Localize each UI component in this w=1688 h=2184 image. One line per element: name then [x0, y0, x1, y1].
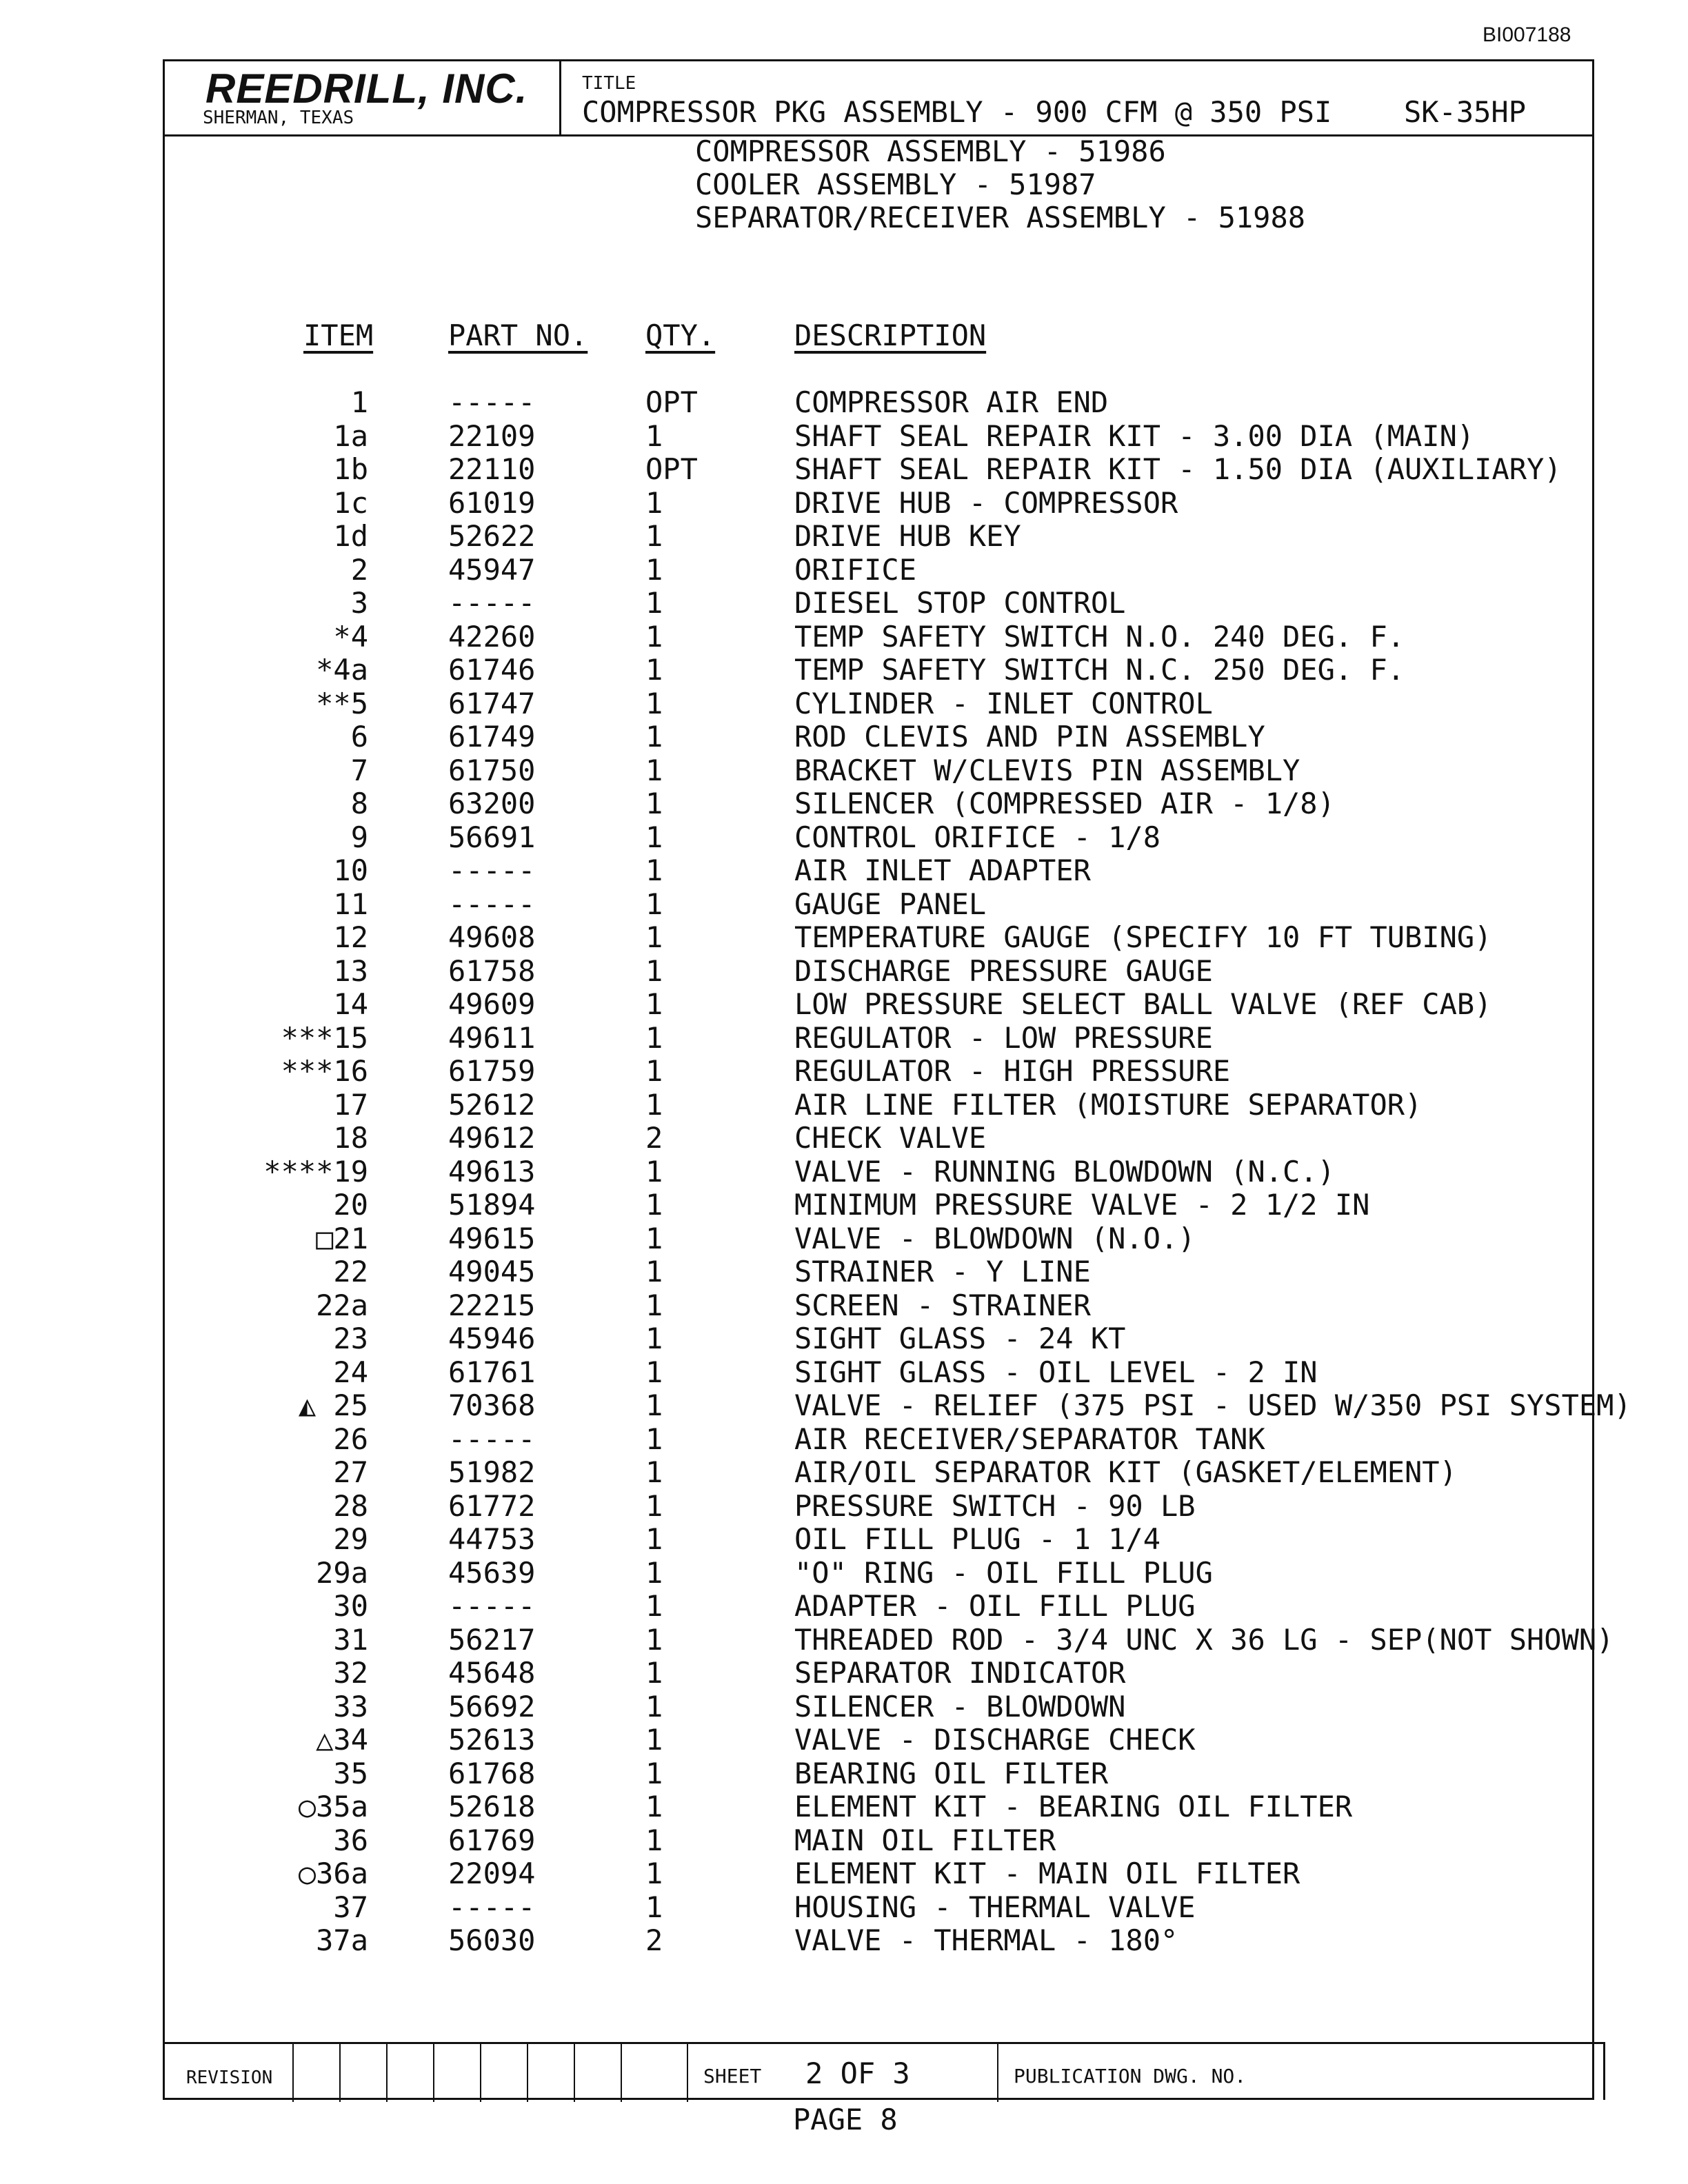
item-number: 28 [333, 1488, 368, 1523]
parts-row [0, 554, 1688, 587]
description: TEMP SAFETY SWITCH N.O. 240 DEG. F. [794, 619, 1405, 654]
parts-row [0, 1657, 1688, 1690]
item-number: 35 [333, 1756, 368, 1790]
item-number: ***15 [281, 1020, 368, 1055]
publication-cell-divider [997, 2044, 998, 2102]
company-location: SHERMAN, TEXAS [203, 108, 354, 128]
quantity: 1 [645, 820, 663, 854]
part-number: 51894 [448, 1188, 536, 1222]
parts-row [0, 1824, 1688, 1858]
parts-row [0, 1423, 1688, 1457]
parts-row [0, 1089, 1688, 1122]
item-number: 23 [333, 1322, 368, 1355]
parts-row [0, 921, 1688, 955]
quantity: 2 [645, 1923, 663, 1957]
description: COMPRESSOR AIR END [794, 385, 1109, 419]
document-id: BI007188 [1483, 23, 1571, 46]
item-number: 29a [316, 1555, 368, 1590]
description: SHAFT SEAL REPAIR KIT - 1.50 DIA (AUXILIARY) [794, 452, 1562, 486]
quantity: 1 [645, 1522, 663, 1556]
part-number: 49615 [448, 1221, 536, 1255]
parts-row [0, 1356, 1688, 1390]
part-number: ----- [448, 887, 536, 921]
quantity: 1 [645, 1756, 663, 1790]
parts-row [0, 787, 1688, 821]
part-number: 45639 [448, 1555, 536, 1590]
part-number: 45648 [448, 1656, 536, 1690]
item-number: 26 [333, 1422, 368, 1456]
parts-row [0, 654, 1688, 687]
part-number: 61747 [448, 686, 536, 720]
parts-row [0, 854, 1688, 888]
quantity: 1 [645, 1054, 663, 1088]
parts-row [0, 1723, 1688, 1757]
parts-row [0, 1924, 1688, 1958]
quantity: 1 [645, 1422, 663, 1456]
item-number: ◭ 25 [298, 1388, 368, 1422]
revision-cell-divider [339, 2044, 341, 2102]
item-number: ○36a [298, 1857, 368, 1890]
quantity: 1 [645, 1188, 663, 1222]
title-label: TITLE [582, 73, 636, 94]
item-number: 31 [333, 1622, 368, 1657]
parts-row [0, 1189, 1688, 1222]
quantity: 1 [645, 920, 663, 954]
quantity: 1 [645, 1388, 663, 1422]
quantity: 1 [645, 1255, 663, 1288]
part-number: ----- [448, 586, 536, 620]
quantity: 1 [645, 1221, 663, 1255]
description: VALVE - BLOWDOWN (N.O.) [794, 1221, 1196, 1255]
quantity: 1 [645, 1656, 663, 1690]
company-block [163, 59, 561, 136]
part-number: 56030 [448, 1923, 536, 1957]
description: "O" RING - OIL FILL PLUG [794, 1555, 1213, 1590]
quantity: 1 [645, 619, 663, 654]
part-number: 52618 [448, 1790, 536, 1823]
parts-row [0, 1289, 1688, 1323]
quantity: 1 [645, 1723, 663, 1757]
description: SILENCER (COMPRESSED AIR - 1/8) [794, 787, 1335, 820]
parts-row [0, 1389, 1688, 1423]
description: AIR RECEIVER/SEPARATOR TANK [794, 1422, 1265, 1456]
description: VALVE - THERMAL - 180° [794, 1923, 1178, 1957]
company-name: REEDRILL, INC. [205, 65, 528, 112]
quantity: 1 [645, 552, 663, 587]
parts-row [0, 1891, 1688, 1925]
parts-row [0, 821, 1688, 855]
parts-row [0, 487, 1688, 520]
parts-row [0, 955, 1688, 989]
description: SHAFT SEAL REPAIR KIT - 3.00 DIA (MAIN) [794, 418, 1475, 453]
part-number: 56217 [448, 1622, 536, 1657]
description: VALVE - RELIEF (375 PSI - USED W/350 PSI SYSTEM) [794, 1388, 1631, 1422]
sheet-number: 2 OF 3 [805, 2056, 910, 2090]
item-number: ****19 [263, 1154, 368, 1189]
description: ELEMENT KIT - MAIN OIL FILTER [794, 1857, 1300, 1890]
title-block [561, 59, 1594, 136]
item-number: 18 [333, 1121, 368, 1155]
description: PRESSURE SWITCH - 90 LB [794, 1488, 1196, 1523]
revision-cell-divider [527, 2044, 528, 2102]
description: ORIFICE [794, 552, 917, 587]
item-number: 14 [333, 987, 368, 1021]
quantity: 1 [645, 1790, 663, 1823]
column-header-item: ITEM [303, 318, 374, 352]
quantity: 1 [645, 1857, 663, 1890]
part-number: 63200 [448, 787, 536, 820]
item-number: 12 [333, 920, 368, 954]
item-number: 3 [350, 586, 368, 620]
description: DRIVE HUB - COMPRESSOR [794, 485, 1178, 520]
drawing-number: SK-35HP [1404, 95, 1527, 129]
part-number: 22094 [448, 1857, 536, 1890]
quantity: 1 [645, 1488, 663, 1523]
description: DISCHARGE PRESSURE GAUGE [794, 953, 1213, 988]
parts-row [0, 1322, 1688, 1356]
parts-list [0, 386, 1688, 1958]
sheet-label: SHEET [703, 2065, 762, 2087]
part-number: 56691 [448, 820, 536, 854]
description: ELEMENT KIT - BEARING OIL FILTER [794, 1790, 1353, 1823]
parts-row [0, 1456, 1688, 1490]
part-number: 61749 [448, 720, 536, 754]
part-number: 61769 [448, 1823, 536, 1857]
item-number: 29 [333, 1522, 368, 1556]
quantity: OPT [645, 385, 698, 419]
item-number: 32 [333, 1656, 368, 1690]
part-number: 56692 [448, 1689, 536, 1723]
description: OIL FILL PLUG - 1 1/4 [794, 1522, 1161, 1556]
quantity: 1 [645, 485, 663, 520]
sheet-cell-divider [687, 2044, 688, 2102]
item-number: 22a [316, 1288, 368, 1322]
item-number: 1d [333, 519, 368, 553]
parts-row [0, 1690, 1688, 1724]
item-number: 17 [333, 1087, 368, 1122]
description: LOW PRESSURE SELECT BALL VALVE (REF CAB) [794, 987, 1492, 1021]
parts-row [0, 1255, 1688, 1289]
quantity: 1 [645, 1823, 663, 1857]
quantity: 1 [645, 753, 663, 787]
quantity: 1 [645, 1288, 663, 1322]
description: CHECK VALVE [794, 1121, 987, 1155]
part-number: 61772 [448, 1488, 536, 1523]
description: SILENCER - BLOWDOWN [794, 1689, 1126, 1723]
description: MAIN OIL FILTER [794, 1823, 1056, 1857]
description: CYLINDER - INLET CONTROL [794, 686, 1213, 720]
quantity: 1 [645, 1890, 663, 1924]
quantity: 1 [645, 1555, 663, 1590]
description: ADAPTER - OIL FILL PLUG [794, 1589, 1196, 1623]
quantity: 1 [645, 887, 663, 921]
quantity: 1 [645, 787, 663, 820]
revision-cell-divider [574, 2044, 575, 2102]
parts-row [0, 1624, 1688, 1657]
revision-cell-divider [386, 2044, 388, 2102]
column-header-description: DESCRIPTION [794, 318, 987, 352]
item-number: 1b [333, 452, 368, 486]
part-number: ----- [448, 853, 536, 887]
part-number: 61759 [448, 1054, 536, 1088]
quantity: 1 [645, 1355, 663, 1389]
quantity: 1 [645, 987, 663, 1021]
revision-cell-divider [621, 2044, 622, 2102]
item-number: 11 [333, 887, 368, 921]
description: GAUGE PANEL [794, 887, 987, 921]
subassembly-line: SEPARATOR/RECEIVER ASSEMBLY - 51988 [695, 201, 1306, 234]
description: BEARING OIL FILTER [794, 1756, 1109, 1790]
part-number: ----- [448, 1589, 536, 1623]
quantity: 1 [645, 720, 663, 754]
column-header-qty: QTY. [645, 318, 716, 352]
description: TEMP SAFETY SWITCH N.C. 250 DEG. F. [794, 653, 1405, 687]
quantity: OPT [645, 452, 698, 486]
item-number: 30 [333, 1589, 368, 1623]
quantity: 1 [645, 1322, 663, 1355]
item-number: ***16 [281, 1054, 368, 1088]
page-number: PAGE 8 [793, 2103, 898, 2136]
part-number: 22215 [448, 1288, 536, 1322]
item-number: *4a [316, 653, 368, 687]
description: HOUSING - THERMAL VALVE [794, 1890, 1196, 1924]
subassembly-line: COOLER ASSEMBLY - 51987 [695, 168, 1096, 201]
part-number: 49611 [448, 1020, 536, 1055]
parts-row [0, 687, 1688, 721]
part-number: 61758 [448, 953, 536, 988]
part-number: 52613 [448, 1723, 536, 1757]
part-number: 44753 [448, 1522, 536, 1556]
description: TEMPERATURE GAUGE (SPECIFY 10 FT TUBING) [794, 920, 1492, 954]
item-number: 22 [333, 1255, 368, 1288]
item-number: 13 [333, 953, 368, 988]
part-number: 49045 [448, 1255, 536, 1288]
description: AIR INLET ADAPTER [794, 853, 1091, 887]
parts-row [0, 988, 1688, 1022]
item-number: 2 [350, 552, 368, 587]
quantity: 1 [645, 586, 663, 620]
parts-row [0, 1557, 1688, 1590]
quantity: 1 [645, 1622, 663, 1657]
parts-row [0, 453, 1688, 487]
description: VALVE - RUNNING BLOWDOWN (N.C.) [794, 1154, 1335, 1189]
description: THREADED ROD - 3/4 UNC X 36 LG - SEP(NOT SHOWN) [794, 1622, 1614, 1657]
parts-row [0, 386, 1688, 420]
description: SEPARATOR INDICATOR [794, 1656, 1126, 1690]
item-number: **5 [316, 686, 368, 720]
quantity: 1 [645, 519, 663, 553]
description: AIR/OIL SEPARATOR KIT (GASKET/ELEMENT) [794, 1455, 1457, 1489]
parts-row [0, 1590, 1688, 1624]
part-number: 61746 [448, 653, 536, 687]
part-number: 61019 [448, 485, 536, 520]
parts-row [0, 420, 1688, 454]
part-number: 49612 [448, 1121, 536, 1155]
revision-cell-divider [480, 2044, 481, 2102]
item-number: 1 [350, 385, 368, 419]
item-number: 37a [316, 1923, 368, 1957]
quantity: 1 [645, 1455, 663, 1489]
part-number: 45946 [448, 1322, 536, 1355]
part-number: 22110 [448, 452, 536, 486]
description: STRAINER - Y LINE [794, 1255, 1091, 1288]
description: MINIMUM PRESSURE VALVE - 2 1/2 IN [794, 1188, 1370, 1222]
item-number: 20 [333, 1188, 368, 1222]
description: REGULATOR - HIGH PRESSURE [794, 1054, 1231, 1088]
part-number: 49613 [448, 1154, 536, 1189]
item-number: 1c [333, 485, 368, 520]
quantity: 1 [645, 953, 663, 988]
item-number: 7 [350, 753, 368, 787]
subassembly-line: COMPRESSOR ASSEMBLY - 51986 [695, 134, 1166, 168]
item-number: 6 [350, 720, 368, 754]
description: DIESEL STOP CONTROL [794, 586, 1126, 620]
description: BRACKET W/CLEVIS PIN ASSEMBLY [794, 753, 1300, 787]
item-number: 10 [333, 853, 368, 887]
description: DRIVE HUB KEY [794, 519, 1021, 553]
quantity: 1 [645, 418, 663, 453]
description: SIGHT GLASS - 24 KT [794, 1322, 1126, 1355]
quantity: 1 [645, 1589, 663, 1623]
revision-cell-divider [433, 2044, 434, 2102]
part-number: 49609 [448, 987, 536, 1021]
description: ROD CLEVIS AND PIN ASSEMBLY [794, 720, 1265, 754]
quantity: 1 [645, 853, 663, 887]
item-number: 37 [333, 1890, 368, 1924]
parts-row [0, 1490, 1688, 1524]
revision-block [163, 2042, 1605, 2100]
parts-row [0, 720, 1688, 754]
part-number: ----- [448, 1890, 536, 1924]
item-number: 1a [333, 418, 368, 453]
parts-row [0, 587, 1688, 620]
document-title: COMPRESSOR PKG ASSEMBLY - 900 CFM @ 350 PSI [582, 95, 1332, 129]
description: SCREEN - STRAINER [794, 1288, 1091, 1322]
description: REGULATOR - LOW PRESSURE [794, 1020, 1213, 1055]
part-number: 42260 [448, 619, 536, 654]
quantity: 1 [645, 1689, 663, 1723]
subassembly-list [695, 135, 1305, 234]
description: VALVE - DISCHARGE CHECK [794, 1723, 1196, 1757]
item-number: 36 [333, 1823, 368, 1857]
item-number: 24 [333, 1355, 368, 1389]
item-number: 33 [333, 1689, 368, 1723]
parts-row [0, 754, 1688, 788]
column-header-part-no: PART NO. [448, 318, 588, 352]
parts-row [0, 1757, 1688, 1791]
parts-row [0, 1523, 1688, 1557]
item-number: □21 [316, 1221, 368, 1255]
revision-label: REVISION [186, 2067, 273, 2088]
part-number: 61768 [448, 1756, 536, 1790]
parts-row [0, 1122, 1688, 1155]
parts-row [0, 1022, 1688, 1055]
parts-row [0, 1790, 1688, 1824]
part-number: 61761 [448, 1355, 536, 1389]
part-number: 70368 [448, 1388, 536, 1422]
description: AIR LINE FILTER (MOISTURE SEPARATOR) [794, 1087, 1423, 1122]
part-number: 52612 [448, 1087, 536, 1122]
part-number: 61750 [448, 753, 536, 787]
description: SIGHT GLASS - OIL LEVEL - 2 IN [794, 1355, 1318, 1389]
quantity: 1 [645, 1154, 663, 1189]
part-number: 49608 [448, 920, 536, 954]
quantity: 1 [645, 686, 663, 720]
parts-row [0, 1055, 1688, 1089]
quantity: 1 [645, 653, 663, 687]
item-number: 8 [350, 787, 368, 820]
description: CONTROL ORIFICE - 1/8 [794, 820, 1161, 854]
parts-row [0, 1155, 1688, 1189]
part-number: 45947 [448, 552, 536, 587]
item-number: 27 [333, 1455, 368, 1489]
item-number: △34 [316, 1723, 368, 1757]
quantity: 2 [645, 1121, 663, 1155]
item-number: ○35a [298, 1790, 368, 1823]
item-number: *4 [333, 619, 368, 654]
quantity: 1 [645, 1020, 663, 1055]
parts-row [0, 888, 1688, 922]
revision-cell-divider [292, 2044, 294, 2102]
part-number: 22109 [448, 418, 536, 453]
parts-row [0, 1222, 1688, 1256]
parts-row [0, 620, 1688, 654]
part-number: 51982 [448, 1455, 536, 1489]
parts-row [0, 520, 1688, 554]
publication-dwg-label: PUBLICATION DWG. NO. [1014, 2065, 1247, 2087]
parts-row [0, 1857, 1688, 1891]
part-number: ----- [448, 1422, 536, 1456]
quantity: 1 [645, 1087, 663, 1122]
item-number: 9 [350, 820, 368, 854]
part-number: 52622 [448, 519, 536, 553]
part-number: ----- [448, 385, 536, 419]
